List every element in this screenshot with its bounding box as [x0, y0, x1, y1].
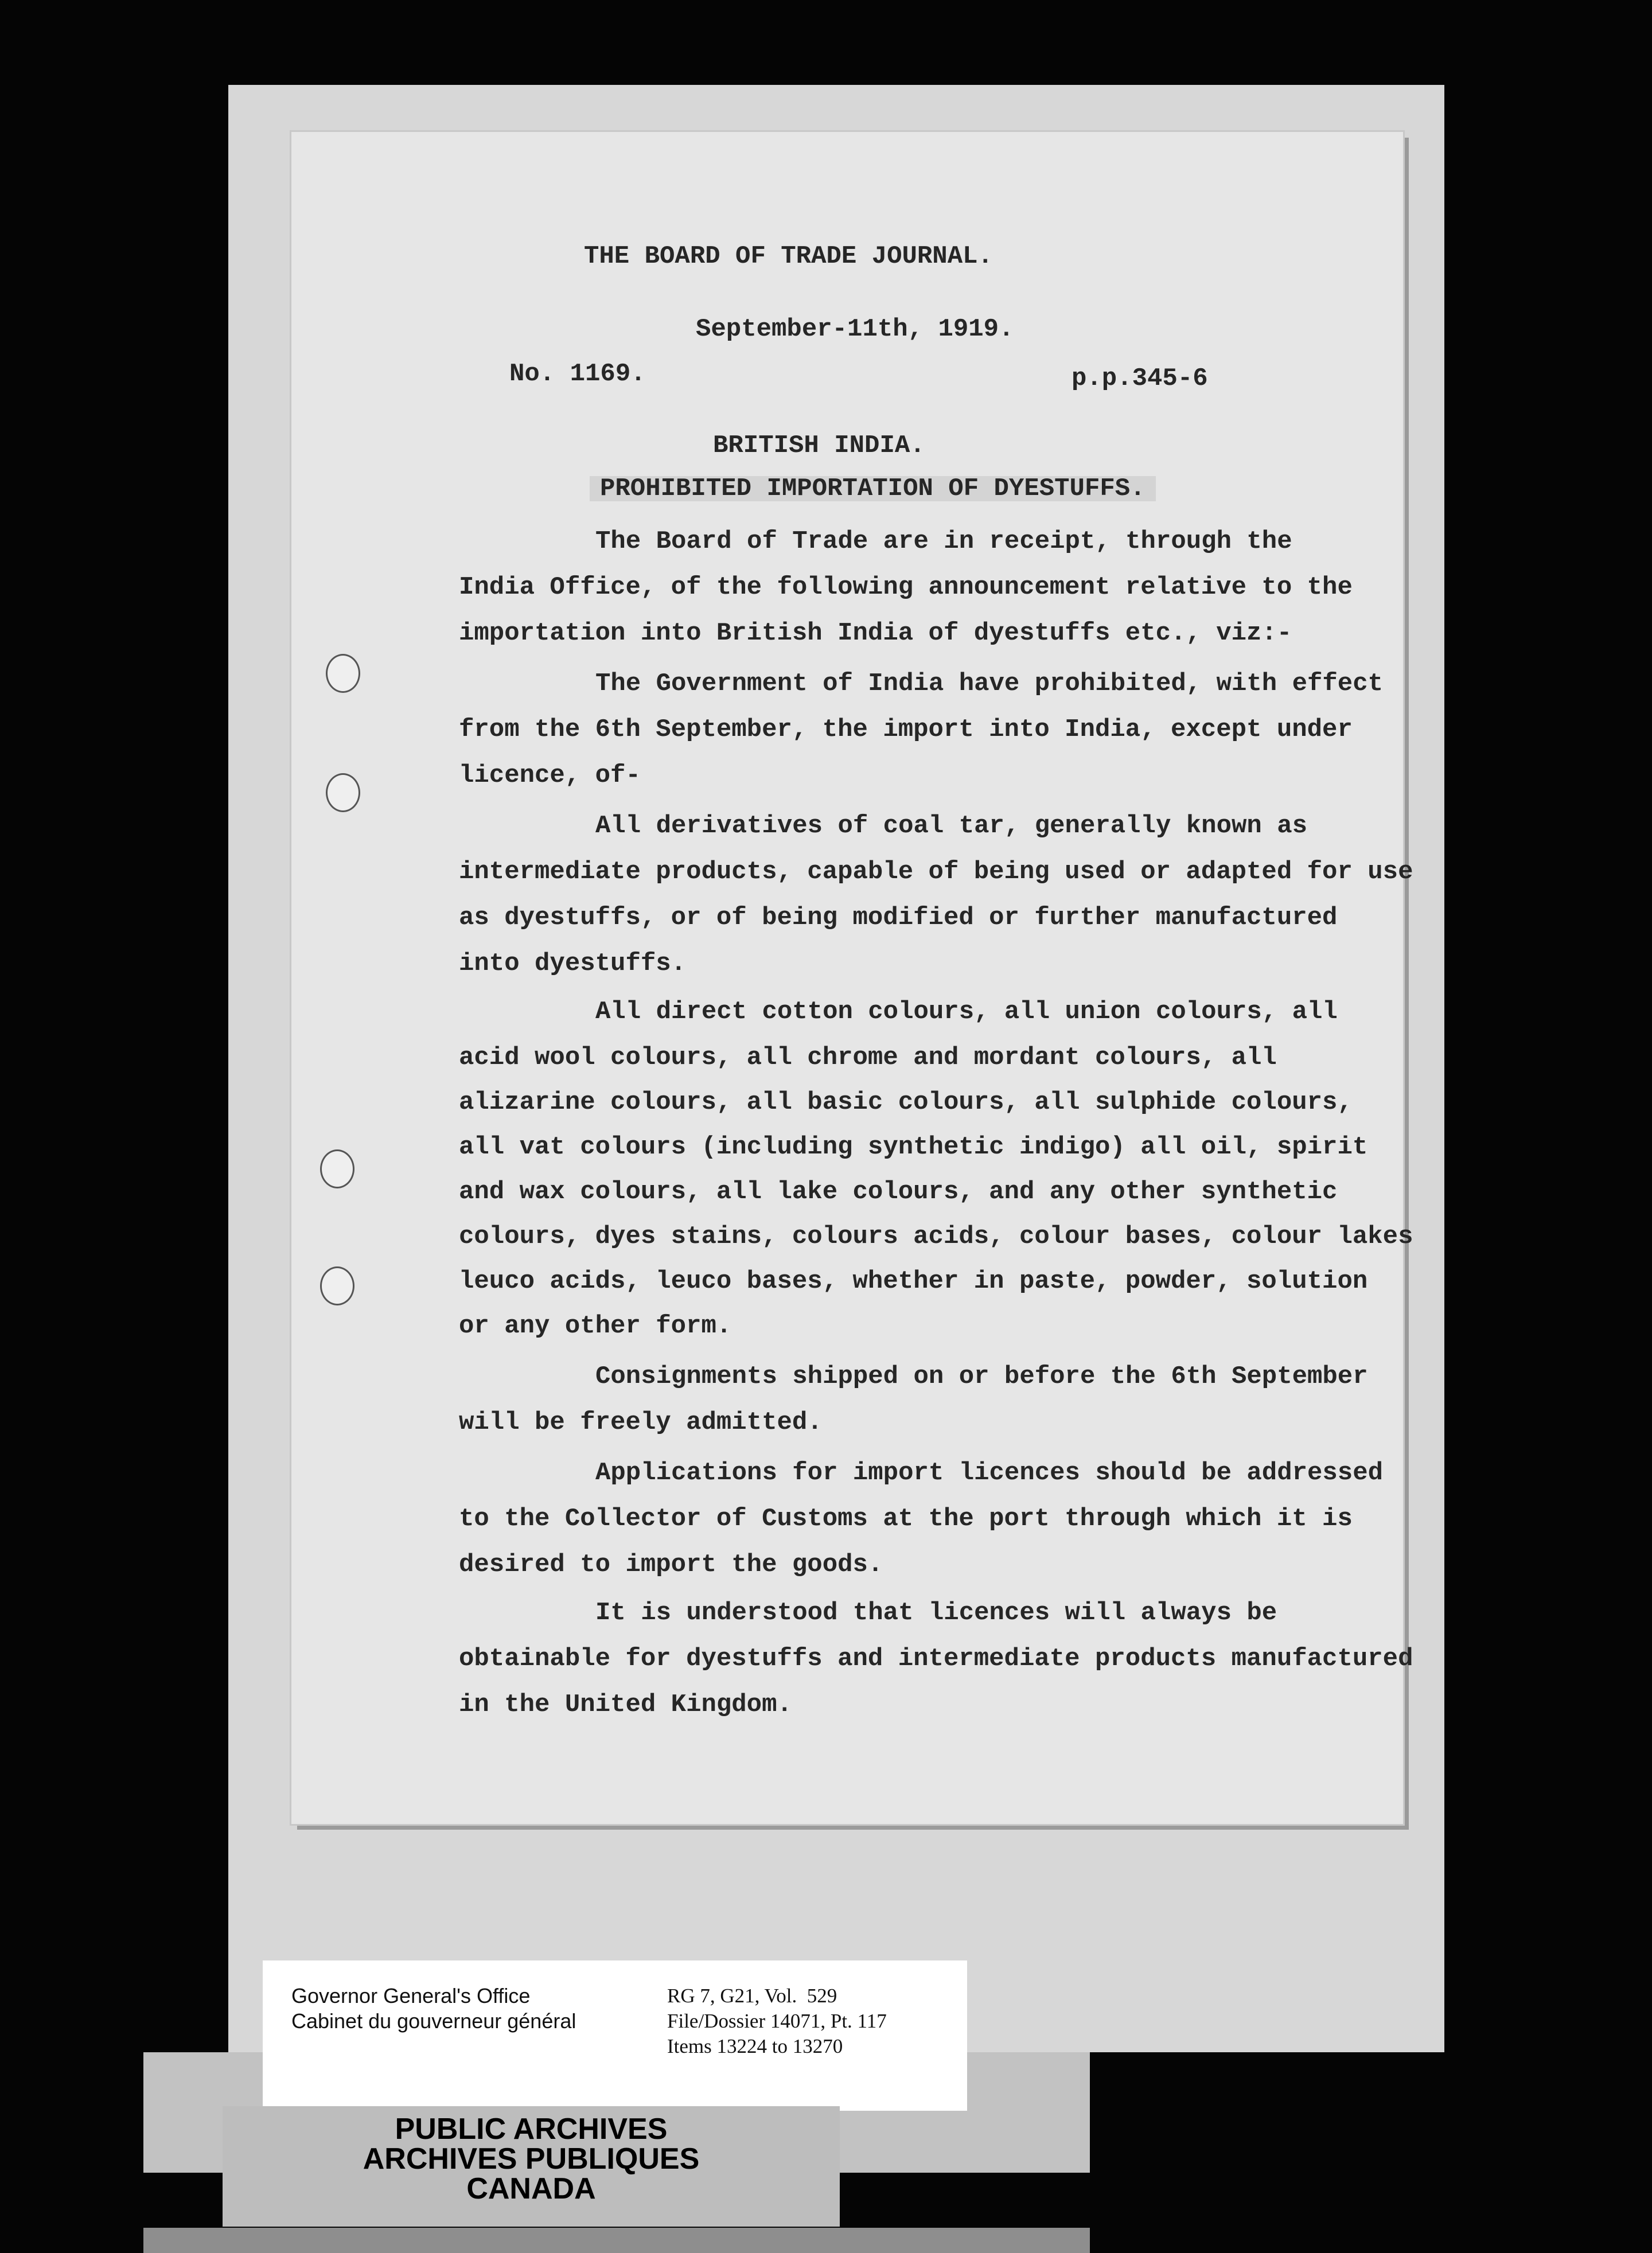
body-line: India Office, of the following announcement relative to the — [459, 573, 1353, 602]
bottom-strip — [143, 2228, 1090, 2253]
archives-stamp — [223, 2114, 840, 2204]
record-group: RG 7, G21, Vol. 529 — [667, 1985, 837, 2007]
body-line: in the United Kingdom. — [459, 1690, 792, 1719]
region-heading: BRITISH INDIA. — [713, 431, 925, 460]
body-line: All direct cotton colours, all union colours, all — [595, 997, 1338, 1026]
body-line: intermediate products, capable of being used or adapted for use — [459, 857, 1413, 886]
document-page — [291, 132, 1413, 1824]
body-line: all vat colours (including synthetic indigo) all oil, spirit — [459, 1133, 1368, 1161]
body-line: from the 6th September, the import into India, except under — [459, 715, 1353, 744]
label-office — [291, 1983, 576, 2034]
body-line: importation into British India of dyestuffs etc., viz:- — [459, 619, 1292, 648]
journal-title: THE BOARD OF TRADE JOURNAL. — [584, 242, 993, 271]
issue-number: No. 1169. — [509, 360, 646, 388]
body-line: The Government of India have prohibited, with effect — [595, 669, 1384, 698]
body-line: or any other form. — [459, 1312, 732, 1340]
body-line: The Board of Trade are in receipt, through the — [595, 527, 1292, 556]
body-line: Applications for import licences should be addressed — [595, 1459, 1384, 1487]
body-line: All derivatives of coal tar, generally known as — [595, 812, 1308, 840]
punch-hole — [326, 773, 360, 812]
punch-hole — [326, 654, 360, 693]
body-line: desired to import the goods. — [459, 1550, 883, 1579]
body-line: acid wool colours, all chrome and mordant colours, all — [459, 1043, 1277, 1072]
office-english: Governor General's Office — [291, 1984, 531, 2008]
body-line: leuco acids, leuco bases, whether in paste, powder, solution — [459, 1267, 1368, 1296]
body-line: alizarine colours, all basic colours, all sulphide colours, — [459, 1088, 1353, 1117]
body-line: will be freely admitted. — [459, 1408, 823, 1437]
body-line: Consignments shipped on or before the 6th September — [595, 1362, 1368, 1391]
item-range: Items 13224 to 13270 — [667, 2035, 843, 2057]
archive-label — [263, 1960, 967, 2111]
stamp-line-english: PUBLIC ARCHIVES — [395, 2112, 668, 2146]
body-line: into dyestuffs. — [459, 949, 687, 978]
punch-hole — [320, 1149, 354, 1188]
punch-hole — [320, 1266, 354, 1305]
office-french: Cabinet du gouverneur général — [291, 2009, 576, 2033]
label-reference — [667, 1983, 887, 2059]
page-reference: p.p.345-6 — [1072, 364, 1208, 393]
subject-heading: PROHIBITED IMPORTATION OF DYESTUFFS. — [590, 476, 1156, 501]
body-line: as dyestuffs, or of being modified or further manufactured — [459, 903, 1338, 932]
body-line: obtainable for dyestuffs and intermediate products manufactured — [459, 1644, 1413, 1673]
body-line: licence, of- — [459, 761, 641, 790]
body-line: colours, dyes stains, colours acids, colour bases, colour lakes — [459, 1222, 1413, 1251]
file-number: File/Dossier 14071, Pt. 117 — [667, 2010, 887, 2032]
body-line: It is understood that licences will always be — [595, 1599, 1277, 1627]
document-text — [291, 132, 1413, 1824]
stamp-line-french: ARCHIVES PUBLIQUES — [363, 2142, 700, 2176]
document-date: September-11th, 1919. — [696, 315, 1014, 344]
body-line: and wax colours, all lake colours, and any other synthetic — [459, 1178, 1338, 1206]
body-line: to the Collector of Customs at the port through which it is — [459, 1504, 1353, 1533]
stamp-line-country: CANADA — [466, 2172, 596, 2205]
